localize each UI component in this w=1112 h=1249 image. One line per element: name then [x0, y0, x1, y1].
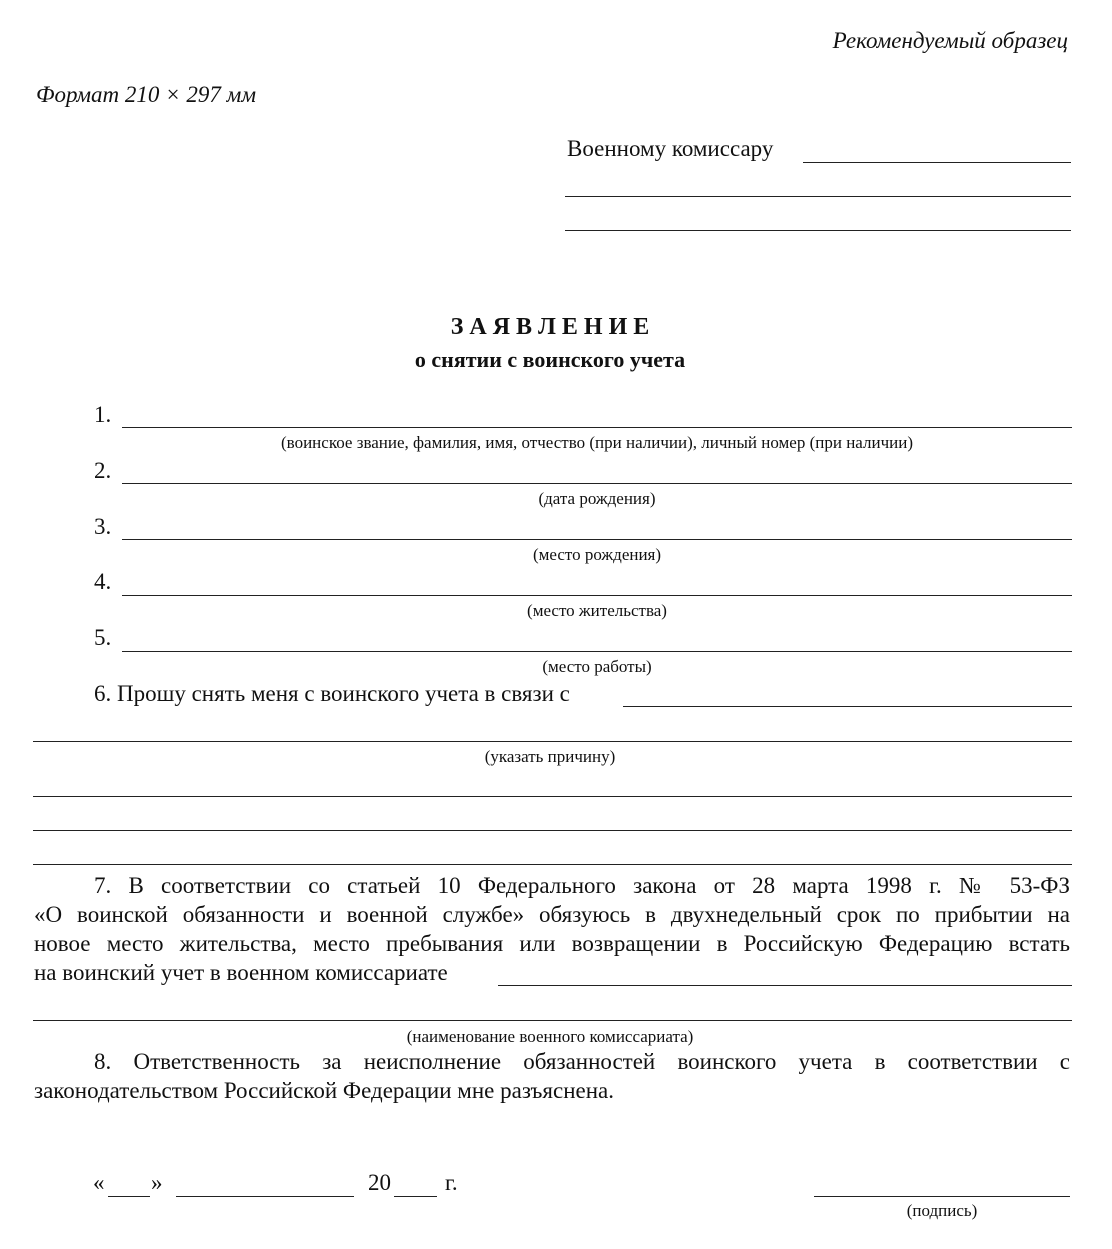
signature-caption: (подпись)	[906, 1201, 978, 1220]
date-quote-close: »	[151, 1170, 163, 1195]
date-quote-open: «	[93, 1170, 105, 1195]
date-day-line[interactable]	[108, 1196, 150, 1197]
field-3-caption: (место рождения)	[532, 545, 662, 564]
item-8-line-2: законодательством Российской Федерации мне разъяснена.	[34, 1078, 614, 1103]
item-6-caption: (указать причину)	[484, 747, 616, 766]
item-7-caption: (наименование военного комиссариата)	[406, 1027, 694, 1046]
item-6-text: 6. Прошу снять меня с воинского учета в связи с	[94, 681, 570, 706]
field-5-line[interactable]	[122, 651, 1072, 652]
item-7-line-1: 7. В соответствии со статьей 10 Федерального закона от 28 марта 1998 г. № 53-ФЗ	[94, 873, 1070, 898]
item-7-commissariat-line-2[interactable]	[33, 1020, 1072, 1021]
item-6-reason-line-3[interactable]	[33, 796, 1072, 797]
item-6-reason-line-5[interactable]	[33, 864, 1072, 865]
date-year-suffix: г.	[445, 1170, 458, 1195]
field-2-number: 2.	[94, 458, 112, 483]
field-4-caption: (место жительства)	[527, 601, 667, 620]
addressee-label: Военному комиссару	[567, 136, 774, 161]
item-7-line-2: «О воинской обязанности и военной службе» обязуюсь в двухнедельный срок по прибытии на	[34, 902, 1070, 927]
field-4-line[interactable]	[122, 595, 1072, 596]
addressee-line-3[interactable]	[565, 230, 1071, 231]
field-3-line[interactable]	[122, 539, 1072, 540]
addressee-line-1[interactable]	[803, 162, 1071, 163]
field-3-number: 3.	[94, 514, 112, 539]
date-month-line[interactable]	[176, 1196, 354, 1197]
field-2-caption: (дата рождения)	[538, 489, 656, 508]
date-year-line[interactable]	[394, 1196, 437, 1197]
item-7-line-4: на воинский учет в военном комиссариате	[34, 960, 448, 985]
field-1-number: 1.	[94, 402, 112, 427]
item-7-commissariat-line-1[interactable]	[498, 985, 1072, 986]
item-7-line-3: новое место жительства, место пребывания или возвращении в Российскую Федерацию встать	[34, 931, 1070, 956]
field-1-line[interactable]	[122, 427, 1072, 428]
document-subtitle: о снятии с воинского учета	[414, 347, 686, 372]
field-5-number: 5.	[94, 625, 112, 650]
field-1-caption: (воинское звание, фамилия, имя, отчество (при наличии), личный номер (при наличии)	[281, 433, 913, 452]
item-6-reason-line-1[interactable]	[623, 706, 1072, 707]
field-4-number: 4.	[94, 569, 112, 594]
field-2-line[interactable]	[122, 483, 1072, 484]
item-6-reason-line-2[interactable]	[33, 741, 1072, 742]
addressee-line-2[interactable]	[565, 196, 1071, 197]
recommended-sample-label: Рекомендуемый образец	[832, 28, 1068, 53]
field-5-caption: (место работы)	[542, 657, 652, 676]
signature-line[interactable]	[814, 1196, 1070, 1197]
document-title: З А Я В Л Е Н И Е	[450, 314, 650, 340]
format-label: Формат 210 × 297 мм	[36, 82, 257, 107]
date-year-prefix: 20	[368, 1170, 391, 1195]
item-8-line-1: 8. Ответственность за неисполнение обязанностей воинского учета в соответствии с	[94, 1049, 1070, 1074]
item-6-reason-line-4[interactable]	[33, 830, 1072, 831]
